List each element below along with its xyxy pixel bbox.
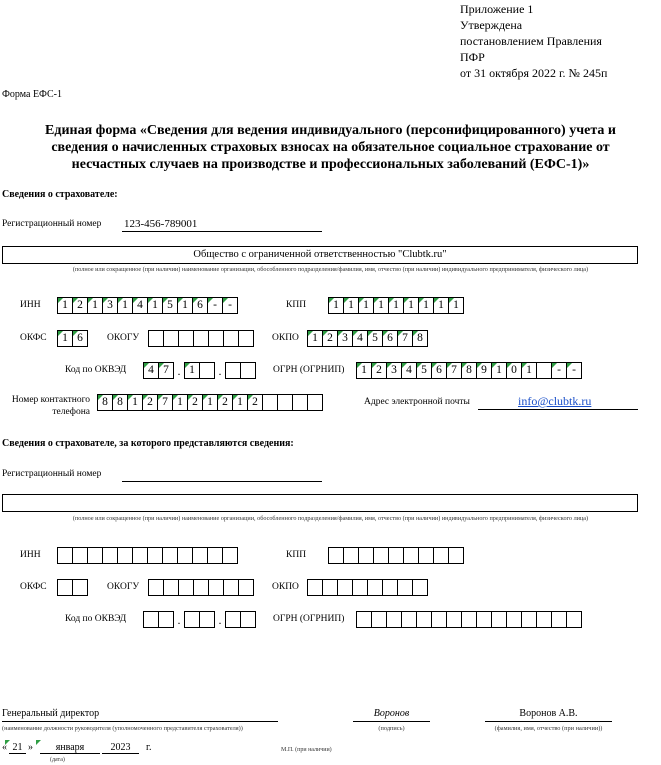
- phone-label: [0, 394, 90, 418]
- okved-cell-3-2[interactable]: [240, 362, 256, 379]
- ogrn-cell-7[interactable]: 7: [446, 362, 462, 379]
- reported-ogrn-cell-4[interactable]: [401, 611, 417, 628]
- inn-cell-11[interactable]: -: [207, 297, 223, 314]
- reported-okogu-field: [148, 579, 254, 596]
- kpp-field: [328, 297, 464, 314]
- full-name-value: Воронов А.В.: [519, 708, 578, 719]
- kpp-label: КПП: [286, 300, 307, 310]
- date-caption: (дата): [50, 757, 65, 763]
- phone-cell-1[interactable]: 8: [97, 394, 113, 411]
- phone-cell-10[interactable]: 1: [232, 394, 248, 411]
- okpo-cell-7[interactable]: 7: [397, 330, 413, 347]
- reported-inn-cell-6[interactable]: [132, 547, 148, 564]
- okved-group-1: [143, 362, 174, 379]
- registration-number-label: Регистрационный номер: [2, 219, 102, 229]
- reported-ogrn-cell-9[interactable]: [476, 611, 492, 628]
- approval-appendix: Приложение 1: [460, 2, 534, 16]
- phone-field: [97, 394, 323, 411]
- okfs-label: ОКФС: [20, 333, 47, 343]
- inn-cell-5[interactable]: 1: [117, 297, 133, 314]
- reported-ogrn-cell-5[interactable]: [416, 611, 432, 628]
- reported-inn-cell-4[interactable]: [102, 547, 118, 564]
- okved-cell-2-1[interactable]: 1: [184, 362, 200, 379]
- reported-okved-group-2: [184, 611, 215, 628]
- okpo-label: ОКПО: [272, 333, 299, 343]
- approval-date-number: от 31 октября 2022 г. № 245п: [460, 66, 608, 80]
- reported-okfs-label: ОКФС: [20, 582, 47, 592]
- okogu-cell-7[interactable]: [238, 330, 254, 347]
- okved-label: Код по ОКВЭД: [65, 365, 127, 375]
- reported-ogrn-cell-8[interactable]: [461, 611, 477, 628]
- inn-cell-12[interactable]: -: [222, 297, 238, 314]
- okfs-cell-2[interactable]: 6: [72, 330, 88, 347]
- okpo-cell-3[interactable]: 3: [337, 330, 353, 347]
- reported-inn-cell-10[interactable]: [192, 547, 208, 564]
- reported-okpo-field: [307, 579, 428, 596]
- inn-cell-8[interactable]: 5: [162, 297, 178, 314]
- ogrn-cell-1[interactable]: 1: [356, 362, 372, 379]
- reported-okved-cell-3-2[interactable]: [240, 611, 256, 628]
- phone-cell-5[interactable]: 7: [157, 394, 173, 411]
- form-code: Форма ЕФС-1: [2, 89, 62, 100]
- reported-inn-cell-1[interactable]: [57, 547, 73, 564]
- reported-okogu-cell-7[interactable]: [238, 579, 254, 596]
- reported-registration-number-label: Регистрационный номер: [2, 469, 102, 479]
- phone-cell-9[interactable]: 2: [217, 394, 233, 411]
- reported-ogrn-cell-10[interactable]: [491, 611, 507, 628]
- phone-label-line: телефона: [52, 407, 90, 417]
- inn-field: [57, 297, 238, 314]
- reported-inn-cell-8[interactable]: [162, 547, 178, 564]
- approval-authority: ПФР: [460, 50, 485, 64]
- position-caption: (наименование должности руководителя (уполномоченного представителя страхователя)): [2, 725, 243, 732]
- kpp-cell-4[interactable]: 1: [373, 297, 389, 314]
- kpp-cell-6[interactable]: 1: [403, 297, 419, 314]
- reported-organization-name-field[interactable]: [2, 494, 638, 512]
- approval-approved: Утверждена: [460, 18, 523, 32]
- reported-ogrn-cell-12[interactable]: [521, 611, 537, 628]
- okogu-cell-3[interactable]: [178, 330, 194, 347]
- reported-okved-cell-3-1[interactable]: [225, 611, 241, 628]
- ogrn-cell-9[interactable]: 9: [476, 362, 492, 379]
- reported-okved-separator: .: [218, 613, 222, 627]
- date-close-quote: »: [28, 742, 33, 753]
- reported-inn-cell-3[interactable]: [87, 547, 103, 564]
- signature-field[interactable]: [353, 707, 430, 722]
- reported-ogrn-cell-6[interactable]: [431, 611, 447, 628]
- ogrn-cell-10[interactable]: 1: [491, 362, 507, 379]
- reported-kpp-field: [328, 547, 464, 564]
- reported-kpp-cell-6[interactable]: [403, 547, 419, 564]
- okfs-cell-1[interactable]: 1: [57, 330, 73, 347]
- reported-okfs-cell-1[interactable]: [57, 579, 73, 596]
- reported-ogrn-cell-7[interactable]: [446, 611, 462, 628]
- email-label: Адрес электронной почты: [364, 397, 470, 407]
- signature-value: Воронов: [373, 708, 410, 719]
- reported-okved-cell-1-2[interactable]: [158, 611, 174, 628]
- inn-cell-6[interactable]: 4: [132, 297, 148, 314]
- email-field: [478, 394, 638, 410]
- okpo-cell-8[interactable]: 8: [412, 330, 428, 347]
- reported-kpp-cell-5[interactable]: [388, 547, 404, 564]
- reported-okpo-cell-3[interactable]: [337, 579, 353, 596]
- insurer-section-heading: Сведения о страхователе:: [2, 189, 118, 200]
- reported-kpp-cell-8[interactable]: [433, 547, 449, 564]
- okpo-cell-1[interactable]: 1: [307, 330, 323, 347]
- reported-okpo-cell-2[interactable]: [322, 579, 338, 596]
- reported-okogu-cell-4[interactable]: [193, 579, 209, 596]
- inn-cell-10[interactable]: 6: [192, 297, 208, 314]
- form-title-line: несчастных случаев на производстве и профессиональных заболеваний (ЕФС-1)»: [71, 157, 590, 172]
- ogrn-cell-3[interactable]: 3: [386, 362, 402, 379]
- okogu-cell-4[interactable]: [193, 330, 209, 347]
- reported-okpo-cell-6[interactable]: [382, 579, 398, 596]
- reported-inn-field: [57, 547, 238, 564]
- okpo-cell-5[interactable]: 5: [367, 330, 383, 347]
- inn-label: ИНН: [20, 300, 41, 310]
- okved-field: [143, 362, 256, 379]
- reported-ogrn-cell-3[interactable]: [386, 611, 402, 628]
- signature-caption: (подпись): [378, 725, 405, 732]
- ogrn-cell-13[interactable]: [536, 362, 552, 379]
- date-year-field[interactable]: 2023: [102, 741, 139, 754]
- reported-okved-separator: .: [177, 613, 181, 627]
- kpp-cell-5[interactable]: 1: [388, 297, 404, 314]
- reported-okved-group-1: [143, 611, 174, 628]
- inn-cell-2[interactable]: 2: [72, 297, 88, 314]
- reported-okved-label: Код по ОКВЭД: [65, 614, 127, 624]
- reported-okogu-cell-5[interactable]: [208, 579, 224, 596]
- inn-cell-7[interactable]: 1: [147, 297, 163, 314]
- okved-group-3: [225, 362, 256, 379]
- reported-registration-number-field[interactable]: [122, 467, 322, 482]
- reported-okfs-cell-2[interactable]: [72, 579, 88, 596]
- inn-cell-3[interactable]: 1: [87, 297, 103, 314]
- form-title-line: сведения о начисленных страховых взносах на обязательное социальное страхование от: [51, 140, 610, 155]
- date-open-quote: «: [2, 742, 7, 753]
- reported-ogrn-cell-13[interactable]: [536, 611, 552, 628]
- form-title: [0, 122, 661, 173]
- reported-okpo-cell-8[interactable]: [412, 579, 428, 596]
- ogrn-cell-15[interactable]: -: [566, 362, 582, 379]
- reported-okved-cell-2-2[interactable]: [199, 611, 215, 628]
- ogrn-cell-5[interactable]: 5: [416, 362, 432, 379]
- reported-okved-cell-2-1[interactable]: [184, 611, 200, 628]
- reported-inn-cell-11[interactable]: [207, 547, 223, 564]
- stamp-note: М.П. (при наличии): [281, 747, 332, 753]
- phone-cell-8[interactable]: 1: [202, 394, 218, 411]
- reported-inn-cell-12[interactable]: [222, 547, 238, 564]
- phone-cell-13[interactable]: [277, 394, 293, 411]
- reported-okpo-cell-7[interactable]: [397, 579, 413, 596]
- phone-cell-3[interactable]: 1: [127, 394, 143, 411]
- reported-kpp-cell-7[interactable]: [418, 547, 434, 564]
- okogu-cell-1[interactable]: [148, 330, 164, 347]
- reported-kpp-cell-1[interactable]: [328, 547, 344, 564]
- kpp-cell-2[interactable]: 1: [343, 297, 359, 314]
- reported-ogrn-cell-11[interactable]: [506, 611, 522, 628]
- ogrn-cell-2[interactable]: 2: [371, 362, 387, 379]
- ogrn-label: ОГРН (ОГРНИП): [273, 365, 345, 375]
- okogu-cell-5[interactable]: [208, 330, 224, 347]
- date-month-field[interactable]: января: [40, 741, 100, 754]
- ogrn-cell-6[interactable]: 6: [431, 362, 447, 379]
- phone-cell-14[interactable]: [292, 394, 308, 411]
- phone-cell-12[interactable]: [262, 394, 278, 411]
- reported-okpo-label: ОКПО: [272, 582, 299, 592]
- reported-okogu-label: ОКОГУ: [107, 582, 140, 592]
- inn-cell-4[interactable]: 3: [102, 297, 118, 314]
- reported-inn-cell-2[interactable]: [72, 547, 88, 564]
- reported-okpo-cell-1[interactable]: [307, 579, 323, 596]
- okogu-cell-2[interactable]: [163, 330, 179, 347]
- phone-cell-7[interactable]: 2: [187, 394, 203, 411]
- okpo-field: [307, 330, 428, 347]
- inn-cell-9[interactable]: 1: [177, 297, 193, 314]
- reported-organization-name-caption: (полное или сокращенное (при наличии) наименование организации, обособленного подразделения/фамилия, имя, отчество (при наличии) индивидуального предпринимателя, физического лица): [72, 515, 589, 522]
- full-name-caption: (фамилия, имя, отчество (при наличии)): [494, 725, 603, 732]
- ogrn-cell-8[interactable]: 8: [461, 362, 477, 379]
- ogrn-cell-12[interactable]: 1: [521, 362, 537, 379]
- reported-okpo-cell-5[interactable]: [367, 579, 383, 596]
- okfs-field: [57, 330, 88, 347]
- reported-ogrn-field: [356, 611, 582, 628]
- okved-cell-1-1[interactable]: 4: [143, 362, 159, 379]
- kpp-cell-8[interactable]: 1: [433, 297, 449, 314]
- reported-okpo-cell-4[interactable]: [352, 579, 368, 596]
- reported-ogrn-cell-1[interactable]: [356, 611, 372, 628]
- okogu-field: [148, 330, 254, 347]
- date-day-field[interactable]: 21: [9, 741, 26, 754]
- reported-ogrn-cell-15[interactable]: [566, 611, 582, 628]
- reported-kpp-cell-3[interactable]: [358, 547, 374, 564]
- reported-okogu-cell-6[interactable]: [223, 579, 239, 596]
- okved-group-2: [184, 362, 215, 379]
- reported-okogu-cell-2[interactable]: [163, 579, 179, 596]
- phone-cell-2[interactable]: 8: [112, 394, 128, 411]
- approval-block: [460, 1, 607, 81]
- ogrn-cell-11[interactable]: 0: [506, 362, 522, 379]
- form-title-line: Единая форма «Сведения для ведения индивидуального (персонифицированного) учета и: [45, 123, 616, 138]
- reported-inn-cell-9[interactable]: [177, 547, 193, 564]
- reported-ogrn-cell-2[interactable]: [371, 611, 387, 628]
- date-year-suffix: г.: [146, 742, 152, 753]
- registration-number-field[interactable]: 123-456-789001: [122, 217, 322, 232]
- position-field[interactable]: [2, 707, 278, 722]
- okpo-cell-2[interactable]: 2: [322, 330, 338, 347]
- full-name-field[interactable]: [485, 707, 612, 722]
- okpo-cell-6[interactable]: 6: [382, 330, 398, 347]
- kpp-cell-9[interactable]: 1: [448, 297, 464, 314]
- ogrn-cell-4[interactable]: 4: [401, 362, 417, 379]
- ogrn-cell-14[interactable]: -: [551, 362, 567, 379]
- kpp-cell-1[interactable]: 1: [328, 297, 344, 314]
- reported-okfs-field: [57, 579, 88, 596]
- reported-kpp-cell-9[interactable]: [448, 547, 464, 564]
- reported-kpp-label: КПП: [286, 550, 307, 560]
- reported-inn-label: ИНН: [20, 550, 41, 560]
- okogu-cell-6[interactable]: [223, 330, 239, 347]
- phone-cell-4[interactable]: 2: [142, 394, 158, 411]
- email-link[interactable]: info@clubtk.ru: [518, 394, 592, 408]
- kpp-cell-7[interactable]: 1: [418, 297, 434, 314]
- organization-name-field[interactable]: Общество с ограниченной ответственностью "Clubtk.ru": [2, 246, 638, 264]
- phone-label-line: Номер контактного: [11, 395, 90, 405]
- reported-okogu-cell-3[interactable]: [178, 579, 194, 596]
- approval-resolution: постановлением Правления: [460, 34, 602, 48]
- reported-ogrn-label: ОГРН (ОГРНИП): [273, 614, 345, 624]
- reported-inn-cell-5[interactable]: [117, 547, 133, 564]
- kpp-cell-3[interactable]: 1: [358, 297, 374, 314]
- reported-okved-cell-1-1[interactable]: [143, 611, 159, 628]
- reported-inn-cell-7[interactable]: [147, 547, 163, 564]
- inn-cell-1[interactable]: 1: [57, 297, 73, 314]
- okved-separator: .: [218, 364, 222, 378]
- reported-okogu-cell-1[interactable]: [148, 579, 164, 596]
- okpo-cell-4[interactable]: 4: [352, 330, 368, 347]
- reported-okved-field: [143, 611, 256, 628]
- reported-okved-group-3: [225, 611, 256, 628]
- phone-cell-6[interactable]: 1: [172, 394, 188, 411]
- ogrn-field: [356, 362, 582, 379]
- okved-cell-1-2[interactable]: 7: [158, 362, 174, 379]
- reported-insurer-section-heading: Сведения о страхователе, за которого представляются сведения:: [2, 438, 294, 449]
- okved-cell-2-2[interactable]: [199, 362, 215, 379]
- phone-cell-15[interactable]: [307, 394, 323, 411]
- organization-name-caption: (полное или сокращенное (при наличии) наименование организации, обособленного подразделения/фамилия, имя, отчество (при наличии) индивидуального предпринимателя, физического лица): [72, 266, 589, 273]
- okved-separator: .: [177, 364, 181, 378]
- reported-ogrn-cell-14[interactable]: [551, 611, 567, 628]
- okogu-label: ОКОГУ: [107, 333, 140, 343]
- phone-cell-11[interactable]: 2: [247, 394, 263, 411]
- reported-kpp-cell-2[interactable]: [343, 547, 359, 564]
- okved-cell-3-1[interactable]: [225, 362, 241, 379]
- position-value: Генеральный директор: [2, 708, 100, 719]
- reported-kpp-cell-4[interactable]: [373, 547, 389, 564]
